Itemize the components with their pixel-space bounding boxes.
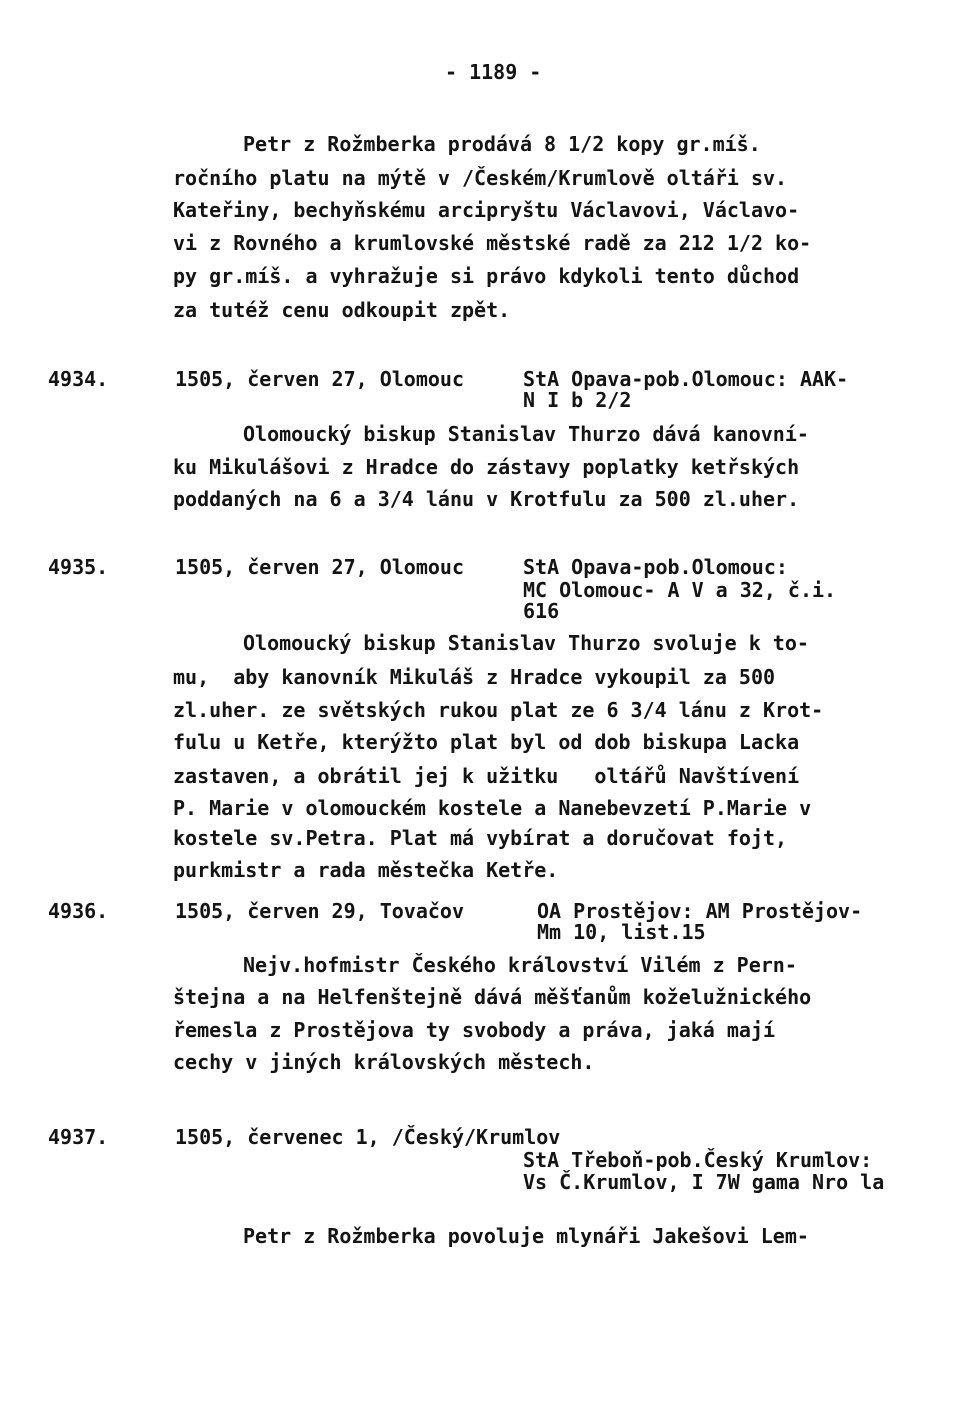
text-line: zastaven, a obrátil jej k užitku oltářů Navštívení bbox=[173, 764, 800, 788]
archive-reference: MC Olomouc- A V a 32, č.i. bbox=[523, 578, 837, 602]
text-line: Olomoucký biskup Stanislav Thurzo svoluje k to- bbox=[243, 631, 809, 655]
text-line: štejna a na Helfenštejně dává měšťanům koželužnického bbox=[173, 985, 812, 1009]
archive-reference: StA Opava-pob.Olomouc: AAK- bbox=[523, 367, 849, 391]
archive-reference: StA Třeboň-pob.Český Krumlov: bbox=[523, 1148, 873, 1172]
text-line: kostele sv.Petra. Plat má vybírat a doručovat fojt, bbox=[173, 826, 788, 850]
page-number: - 1189 - bbox=[445, 60, 542, 84]
entry-header: 1505, červen 27, Olomouc bbox=[175, 555, 464, 579]
text-line: purkmistr a rada městečka Ketře. bbox=[173, 858, 559, 882]
text-line: Petr z Rožmberka povoluje mlynáři Jakešovi Lem- bbox=[243, 1224, 809, 1248]
entry-number: 4935. bbox=[48, 555, 109, 579]
archive-reference: OA Prostějov: AM Prostějov- bbox=[537, 899, 863, 923]
archive-reference: Mm 10, list.15 bbox=[537, 920, 706, 944]
archive-reference: N I b 2/2 bbox=[523, 388, 632, 412]
text-line: Kateřiny, bechyňskému arcipryštu Václavovi, Václavo- bbox=[173, 198, 800, 222]
text-line: poddaných na 6 a 3/4 lánu v Krotfulu za 500 zl.uher. bbox=[173, 487, 800, 511]
text-line: P. Marie v olomouckém kostele a Nanebevzetí P.Marie v bbox=[173, 796, 812, 820]
text-line: za tutéž cenu odkoupit zpět. bbox=[173, 298, 511, 322]
text-line: fulu u Ketře, kterýžto plat byl od dob biskupa Lacka bbox=[173, 730, 800, 754]
text-line: Olomoucký biskup Stanislav Thurzo dává kanovní- bbox=[243, 422, 809, 446]
text-line: řemesla z Prostějova ty svobody a práva, jaká mají bbox=[173, 1018, 776, 1042]
text-line: ročního platu na mýtě v /Českém/Krumlově oltáři sv. bbox=[173, 166, 788, 190]
text-line: Petr z Rožmberka prodává 8 1/2 kopy gr.míš. bbox=[243, 132, 761, 156]
entry-number: 4934. bbox=[48, 367, 109, 391]
entry-header: 1505, červen 29, Tovačov bbox=[175, 899, 464, 923]
archive-reference: 616 bbox=[523, 599, 560, 623]
entry-number: 4937. bbox=[48, 1125, 109, 1149]
archive-reference: Vs Č.Krumlov, I 7W gama Nro la bbox=[523, 1170, 885, 1194]
text-line: ku Mikulášovi z Hradce do zástavy poplatky ketřských bbox=[173, 455, 800, 479]
entry-header: 1505, červen 27, Olomouc bbox=[175, 367, 464, 391]
text-line: cechy v jiných královských městech. bbox=[173, 1050, 595, 1074]
text-line: mu, aby kanovník Mikuláš z Hradce vykoupil za 500 bbox=[173, 665, 776, 689]
entry-number: 4936. bbox=[48, 899, 109, 923]
archive-reference: StA Opava-pob.Olomouc: bbox=[523, 555, 788, 579]
entry-header: 1505, červenec 1, /Český/Krumlov bbox=[175, 1125, 561, 1149]
text-line: zl.uher. ze světských rukou plat ze 6 3/4 lánu z Krot- bbox=[173, 698, 824, 722]
text-line: Nejv.hofmistr Českého království Vilém z Pern- bbox=[243, 953, 797, 977]
text-line: py gr.míš. a vyhražuje si právo kdykoli tento důchod bbox=[173, 264, 800, 288]
text-line: vi z Rovného a krumlovské městské radě za 212 1/2 ko- bbox=[173, 231, 812, 255]
